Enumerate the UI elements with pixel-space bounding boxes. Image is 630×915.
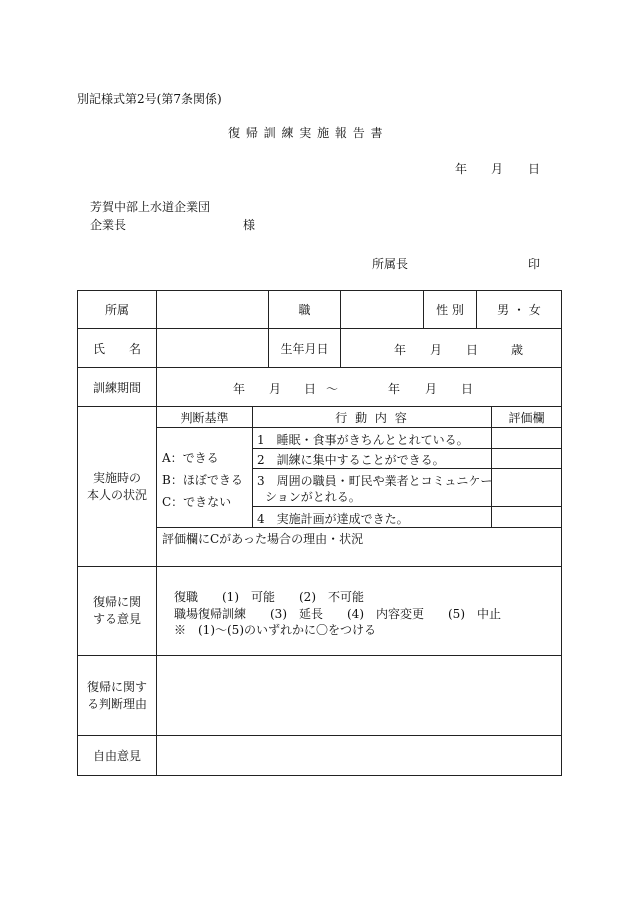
affiliation-label: 所属 xyxy=(104,303,129,317)
training-period-label: 訓練期間 xyxy=(92,380,141,395)
item-3-line2: ションがとれる。 xyxy=(265,490,361,504)
item-4: 4 実施計画が達成できた。 xyxy=(257,512,409,526)
birth-year-unit: 年 xyxy=(394,343,407,357)
reason-field[interactable] xyxy=(157,545,561,565)
period-start-day: 日 xyxy=(304,382,317,396)
content-header: 行 動 内 容 xyxy=(335,410,409,425)
document-title: 復 帰 訓 練 実 施 報 告 書 xyxy=(228,126,384,140)
judgment-field[interactable] xyxy=(157,656,561,735)
criteria-b: B：ほぼできる xyxy=(162,473,243,487)
status-label-line1: 実施時の xyxy=(92,470,141,485)
item-1: 1 睡眠・食事がきちんととれている。 xyxy=(257,433,469,447)
evaluation-header: 評価欄 xyxy=(508,410,545,425)
job-field[interactable] xyxy=(341,291,423,328)
form-number: 別記様式第2号(第7条関係) xyxy=(77,92,222,106)
period-end-day: 日 xyxy=(461,382,474,396)
period-end-month: 月 xyxy=(425,382,438,396)
sex-label: 性 別 xyxy=(436,303,464,317)
judgment-label xyxy=(78,656,156,735)
eval-field-3[interactable] xyxy=(492,469,561,506)
addressee-org: 芳賀中部上水道企業団 xyxy=(90,200,211,214)
eval-field-1[interactable] xyxy=(492,428,561,448)
free-opinion-label: 自由意見 xyxy=(92,749,141,763)
birth-day-unit: 日 xyxy=(466,343,479,357)
opinion-line2[interactable]: 職場復帰訓練 (3) 延長 (4) 内容変更 (5) 中止 xyxy=(174,607,501,621)
seal-mark: 印 xyxy=(528,257,541,271)
period-tilde: ～ xyxy=(326,382,339,396)
sex-value[interactable]: 男 ・ 女 xyxy=(497,303,541,317)
criteria-header: 判断基準 xyxy=(180,410,229,425)
status-label-line2: 本人の状況 xyxy=(86,487,147,502)
addressee-honorific: 様 xyxy=(243,218,256,232)
opinion-note: ※ (1)～(5)のいずれかに〇をつける xyxy=(174,623,376,637)
opinion-label-line2: する意見 xyxy=(92,612,141,626)
sender-label: 所属長 xyxy=(372,257,409,271)
judgment-label-line2: る判断理由 xyxy=(86,696,147,711)
free-opinion-field[interactable] xyxy=(157,736,561,775)
birthdate-label: 生年月日 xyxy=(280,341,329,356)
criteria-c: C：できない xyxy=(162,495,232,509)
name-label: 氏 名 xyxy=(92,341,141,356)
judgment-label-line1: 復帰に関す xyxy=(86,679,147,694)
period-start-year: 年 xyxy=(233,382,246,396)
item-2: 2 訓練に集中することができる。 xyxy=(257,453,445,467)
item-3-line1: 3 周囲の職員・町民や業者とコミュニケー xyxy=(257,474,493,488)
criteria-a: A：できる xyxy=(162,451,219,465)
date-month: 月 xyxy=(491,162,504,176)
eval-field-2[interactable] xyxy=(492,449,561,468)
status-label xyxy=(78,407,156,566)
period-end-year: 年 xyxy=(388,382,401,396)
birth-month-unit: 月 xyxy=(430,343,443,357)
opinion-label xyxy=(78,567,156,655)
affiliation-field[interactable] xyxy=(157,291,268,328)
opinion-label-line1: 復帰に関 xyxy=(92,595,141,609)
date-day: 日 xyxy=(528,162,541,176)
eval-field-4[interactable] xyxy=(492,507,561,527)
age-unit: 歳 xyxy=(511,343,524,357)
reason-label: 評価欄にCがあった場合の理由・状況 xyxy=(162,532,364,546)
opinion-line1[interactable]: 復職 (1) 可能 (2) 不可能 xyxy=(174,590,364,604)
job-label: 職 xyxy=(298,303,311,317)
period-start-month: 月 xyxy=(269,382,282,396)
date-year: 年 xyxy=(455,162,468,176)
name-field[interactable] xyxy=(157,329,268,367)
addressee-role: 企業長 xyxy=(90,218,127,232)
